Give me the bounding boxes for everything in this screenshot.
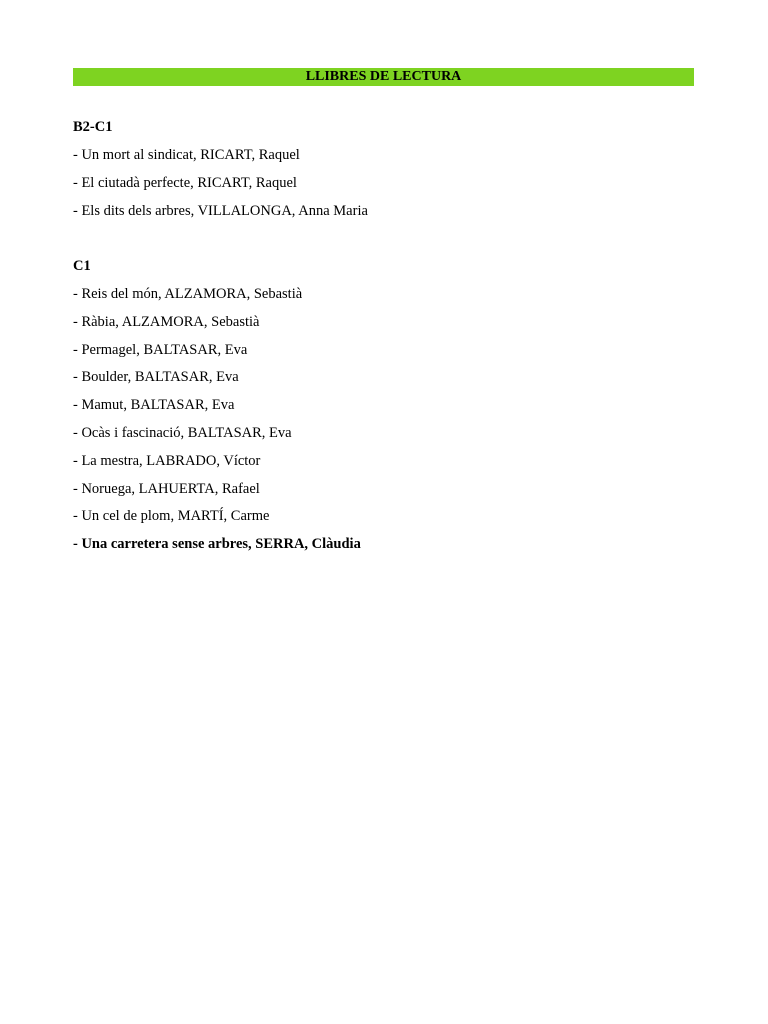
section-c1 [73, 257, 361, 563]
book-item: - Ràbia, ALZAMORA, Sebastià [73, 313, 260, 330]
document-title: LLIBRES DE LECTURA [73, 68, 694, 86]
book-item: - Mamut, BALTASAR, Eva [73, 397, 235, 414]
book-item: - Reis del món, ALZAMORA, Sebastià [73, 286, 303, 302]
book-item-highlighted: - Una carretera sense arbres, SERRA, Clàudia [73, 536, 361, 553]
section-heading: C1 [73, 258, 91, 274]
book-item: - La mestra, LABRADO, Víctor [73, 452, 261, 469]
book-item: - Noruega, LAHUERTA, Rafael [73, 480, 260, 497]
book-item: - Permagel, BALTASAR, Eva [73, 341, 248, 358]
book-item: - Ocàs i fascinació, BALTASAR, Eva [73, 424, 292, 441]
book-item: - El ciutadà perfecte, RICART, Raquel [73, 174, 297, 191]
section-heading: B2-C1 [73, 119, 113, 135]
book-list [73, 285, 361, 553]
section-b2-c1 [73, 118, 368, 229]
book-item: - Un mort al sindicat, RICART, Raquel [73, 147, 300, 163]
book-item: - Els dits dels arbres, VILLALONGA, Anna Maria [73, 202, 368, 219]
book-item: - Un cel de plom, MARTÍ, Carme [73, 508, 270, 525]
book-list [73, 146, 368, 220]
book-item: - Boulder, BALTASAR, Eva [73, 369, 239, 386]
